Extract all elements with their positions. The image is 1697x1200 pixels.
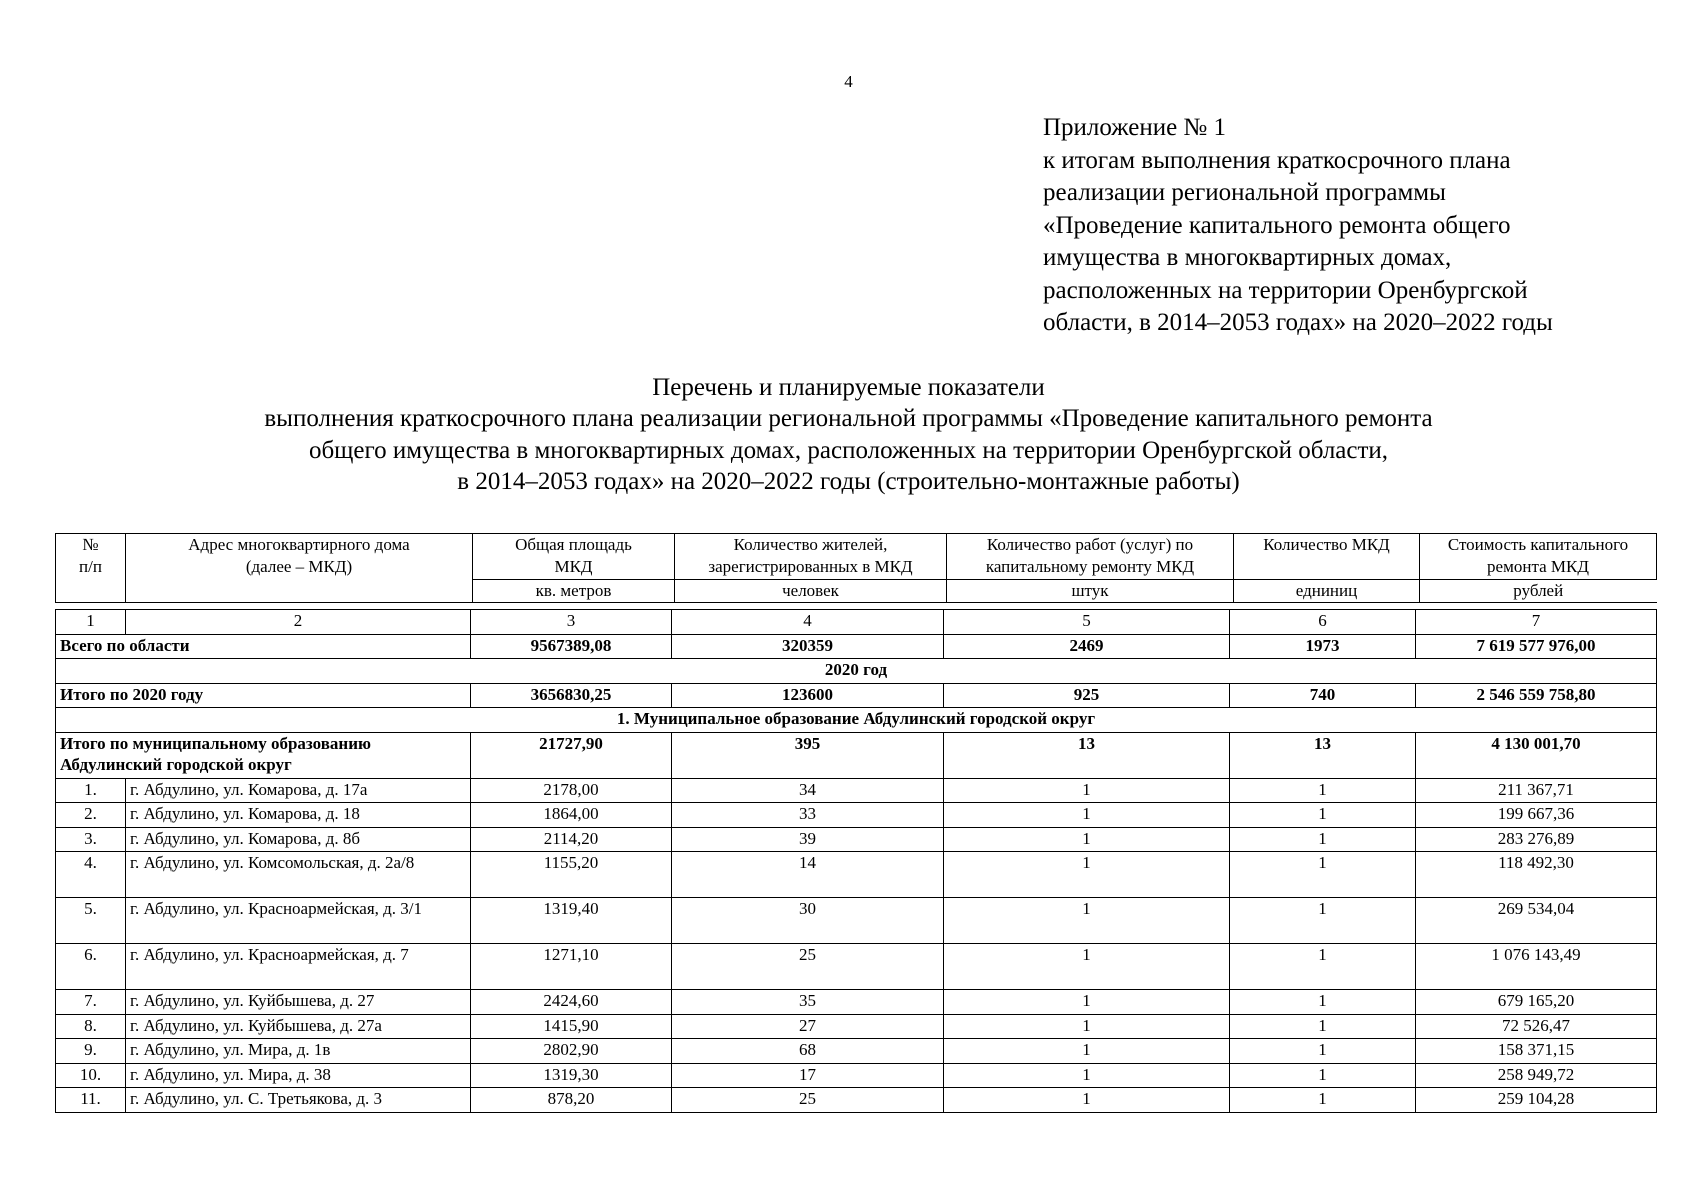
row-number: 7. (56, 990, 126, 1015)
unit-works: штук (947, 580, 1234, 603)
row-works: 1 (944, 1063, 1230, 1088)
row-cost: 199 667,36 (1416, 803, 1657, 828)
header-area: Общая площадь МКД (473, 534, 675, 580)
row-address: г. Абдулино, ул. Комсомольская, д. 2а/8 (126, 852, 471, 898)
row-cost: 1 076 143,49 (1416, 944, 1657, 990)
column-numbers-row (56, 610, 1657, 635)
total-region-works: 2469 (944, 634, 1230, 659)
row-cost: 269 534,04 (1416, 898, 1657, 944)
row-address: г. Абдулино, ул. Мира, д. 38 (126, 1063, 471, 1088)
row-number: 6. (56, 944, 126, 990)
row-area: 2178,00 (471, 778, 672, 803)
total-municipality-cost: 4 130 001,70 (1416, 732, 1657, 778)
municipality-header-row (56, 708, 1657, 733)
total-municipality-works: 13 (944, 732, 1230, 778)
row-cost: 158 371,15 (1416, 1039, 1657, 1064)
row-works: 1 (944, 898, 1230, 944)
row-address: г. Абдулино, ул. Мира, д. 1в (126, 1039, 471, 1064)
unit-area: кв. метров (473, 580, 675, 603)
row-address: г. Абдулино, ул. Комарова, д. 18 (126, 803, 471, 828)
row-area: 2424,60 (471, 990, 672, 1015)
row-address: г. Абдулино, ул. Комарова, д. 8б (126, 827, 471, 852)
year-header-row (56, 659, 1657, 684)
total-2020-mkd-count: 740 (1230, 683, 1416, 708)
total-region-residents: 320359 (672, 634, 944, 659)
col-number: 7 (1416, 610, 1657, 635)
unit-cost: рублей (1420, 580, 1657, 603)
table-row (56, 1014, 1657, 1039)
row-residents: 27 (672, 1014, 944, 1039)
row-area: 1319,30 (471, 1063, 672, 1088)
table-header (55, 533, 1657, 603)
row-residents: 39 (672, 827, 944, 852)
data-table (55, 609, 1657, 1113)
row-number: 1. (56, 778, 126, 803)
total-region-mkd-count: 1973 (1230, 634, 1416, 659)
total-2020-residents: 123600 (672, 683, 944, 708)
header-residents: Количество жителей, зарегистрированных в МКД (675, 534, 947, 580)
unit-residents: человек (675, 580, 947, 603)
table-row (56, 803, 1657, 828)
row-number: 2. (56, 803, 126, 828)
header-address: Адрес многоквартирного дома (далее – МКД) (126, 534, 473, 603)
annex-heading (1043, 112, 1663, 340)
row-address: г. Абдулино, ул. Комарова, д. 17а (126, 778, 471, 803)
row-residents: 17 (672, 1063, 944, 1088)
row-residents: 34 (672, 778, 944, 803)
row-mkd-count: 1 (1230, 827, 1416, 852)
row-mkd-count: 1 (1230, 1088, 1416, 1113)
row-number: 4. (56, 852, 126, 898)
table-row (56, 852, 1657, 898)
row-area: 1864,00 (471, 803, 672, 828)
row-number: 8. (56, 1014, 126, 1039)
row-number: 9. (56, 1039, 126, 1064)
total-municipality-area: 21727,90 (471, 732, 672, 778)
row-residents: 25 (672, 944, 944, 990)
row-works: 1 (944, 1039, 1230, 1064)
title-line: в 2014–2053 годах» на 2020–2022 годы (строительно-монтажные работы) (457, 467, 1240, 495)
row-address: г. Абдулино, ул. С. Третьякова, д. 3 (126, 1088, 471, 1113)
table-row (56, 827, 1657, 852)
row-area: 1319,40 (471, 898, 672, 944)
col-number: 1 (56, 610, 126, 635)
row-mkd-count: 1 (1230, 1039, 1416, 1064)
row-address: г. Абдулино, ул. Красноармейская, д. 3/1 (126, 898, 471, 944)
row-cost: 72 526,47 (1416, 1014, 1657, 1039)
header-mkd-count: Количество МКД (1234, 534, 1420, 580)
row-residents: 35 (672, 990, 944, 1015)
row-area: 1155,20 (471, 852, 672, 898)
annex-line: области, в 2014–2053 годах» на 2020–2022 годы (1043, 309, 1553, 336)
row-mkd-count: 1 (1230, 803, 1416, 828)
row-mkd-count: 1 (1230, 990, 1416, 1015)
table-row (56, 898, 1657, 944)
row-address: г. Абдулино, ул. Красноармейская, д. 7 (126, 944, 471, 990)
annex-line: «Проведение капитального ремонта общего (1043, 211, 1511, 239)
total-region-area: 9567389,08 (471, 634, 672, 659)
row-mkd-count: 1 (1230, 898, 1416, 944)
row-cost: 283 276,89 (1416, 827, 1657, 852)
title-line: Перечень и планируемые показатели (652, 374, 1045, 401)
row-cost: 259 104,28 (1416, 1088, 1657, 1113)
total-region-cost: 7 619 577 976,00 (1416, 634, 1657, 659)
row-mkd-count: 1 (1230, 1014, 1416, 1039)
table-row (56, 1088, 1657, 1113)
table-row (56, 944, 1657, 990)
row-number: 5. (56, 898, 126, 944)
row-cost: 258 949,72 (1416, 1063, 1657, 1088)
annex-line: к итогам выполнения краткосрочного плана (1043, 146, 1511, 174)
row-area: 1415,90 (471, 1014, 672, 1039)
row-mkd-count: 1 (1230, 852, 1416, 898)
page-number: 4 (844, 72, 853, 91)
row-mkd-count: 1 (1230, 944, 1416, 990)
row-mkd-count: 1 (1230, 778, 1416, 803)
header-cost: Стоимость капитального ремонта МКД (1420, 534, 1657, 580)
row-works: 1 (944, 990, 1230, 1015)
row-number: 10. (56, 1063, 126, 1088)
total-2020-row (56, 683, 1657, 708)
total-region-label: Всего по области (56, 634, 471, 659)
row-cost: 679 165,20 (1416, 990, 1657, 1015)
total-2020-label: Итого по 2020 году (56, 683, 471, 708)
table-row (56, 1039, 1657, 1064)
row-works: 1 (944, 1088, 1230, 1113)
row-number: 3. (56, 827, 126, 852)
col-number: 4 (672, 610, 944, 635)
row-cost: 211 367,71 (1416, 778, 1657, 803)
row-address: г. Абдулино, ул. Куйбышева, д. 27а (126, 1014, 471, 1039)
row-works: 1 (944, 852, 1230, 898)
row-number: 11. (56, 1088, 126, 1113)
municipality-header: 1. Муниципальное образование Абдулинский городской округ (56, 708, 1657, 733)
total-municipality-residents: 395 (672, 732, 944, 778)
row-works: 1 (944, 1014, 1230, 1039)
header-num: № п/п (56, 534, 126, 603)
total-2020-cost: 2 546 559 758,80 (1416, 683, 1657, 708)
total-region-row (56, 634, 1657, 659)
row-residents: 25 (672, 1088, 944, 1113)
title-line: общего имущества в многоквартирных домах, расположенных на территории Оренбургской области, (308, 436, 1389, 464)
col-number: 5 (944, 610, 1230, 635)
table-row (56, 1063, 1657, 1088)
year-header: 2020 год (56, 659, 1657, 684)
annex-line: расположенных на территории Оренбургской (1043, 276, 1528, 304)
col-number: 6 (1230, 610, 1416, 635)
total-municipality-label: Итого по муниципальному образованию Абдулинский городской округ (56, 732, 471, 778)
unit-mkd-count: едниниц (1234, 580, 1420, 603)
document-title (0, 372, 1697, 497)
total-municipality-mkd-count: 13 (1230, 732, 1416, 778)
row-works: 1 (944, 827, 1230, 852)
annex-line: имущества в многоквартирных домах, (1043, 244, 1452, 271)
row-area: 2802,90 (471, 1039, 672, 1064)
row-address: г. Абдулино, ул. Куйбышева, д. 27 (126, 990, 471, 1015)
row-area: 1271,10 (471, 944, 672, 990)
row-cost: 118 492,30 (1416, 852, 1657, 898)
col-number: 3 (471, 610, 672, 635)
annex-line: Приложение № 1 (1043, 114, 1227, 141)
table-row (56, 990, 1657, 1015)
title-line: выполнения краткосрочного плана реализации региональной программы «Проведение капитального ремонта (264, 405, 1433, 433)
header-works: Количество работ (услуг) по капитальному ремонту МКД (947, 534, 1234, 580)
row-mkd-count: 1 (1230, 1063, 1416, 1088)
row-works: 1 (944, 944, 1230, 990)
total-municipality-row (56, 732, 1657, 778)
annex-line: реализации региональной программы (1043, 179, 1446, 206)
row-area: 878,20 (471, 1088, 672, 1113)
row-residents: 68 (672, 1039, 944, 1064)
row-area: 2114,20 (471, 827, 672, 852)
col-number: 2 (126, 610, 471, 635)
total-2020-area: 3656830,25 (471, 683, 672, 708)
row-residents: 14 (672, 852, 944, 898)
row-residents: 30 (672, 898, 944, 944)
table-row (56, 778, 1657, 803)
row-works: 1 (944, 778, 1230, 803)
row-residents: 33 (672, 803, 944, 828)
total-2020-works: 925 (944, 683, 1230, 708)
row-works: 1 (944, 803, 1230, 828)
